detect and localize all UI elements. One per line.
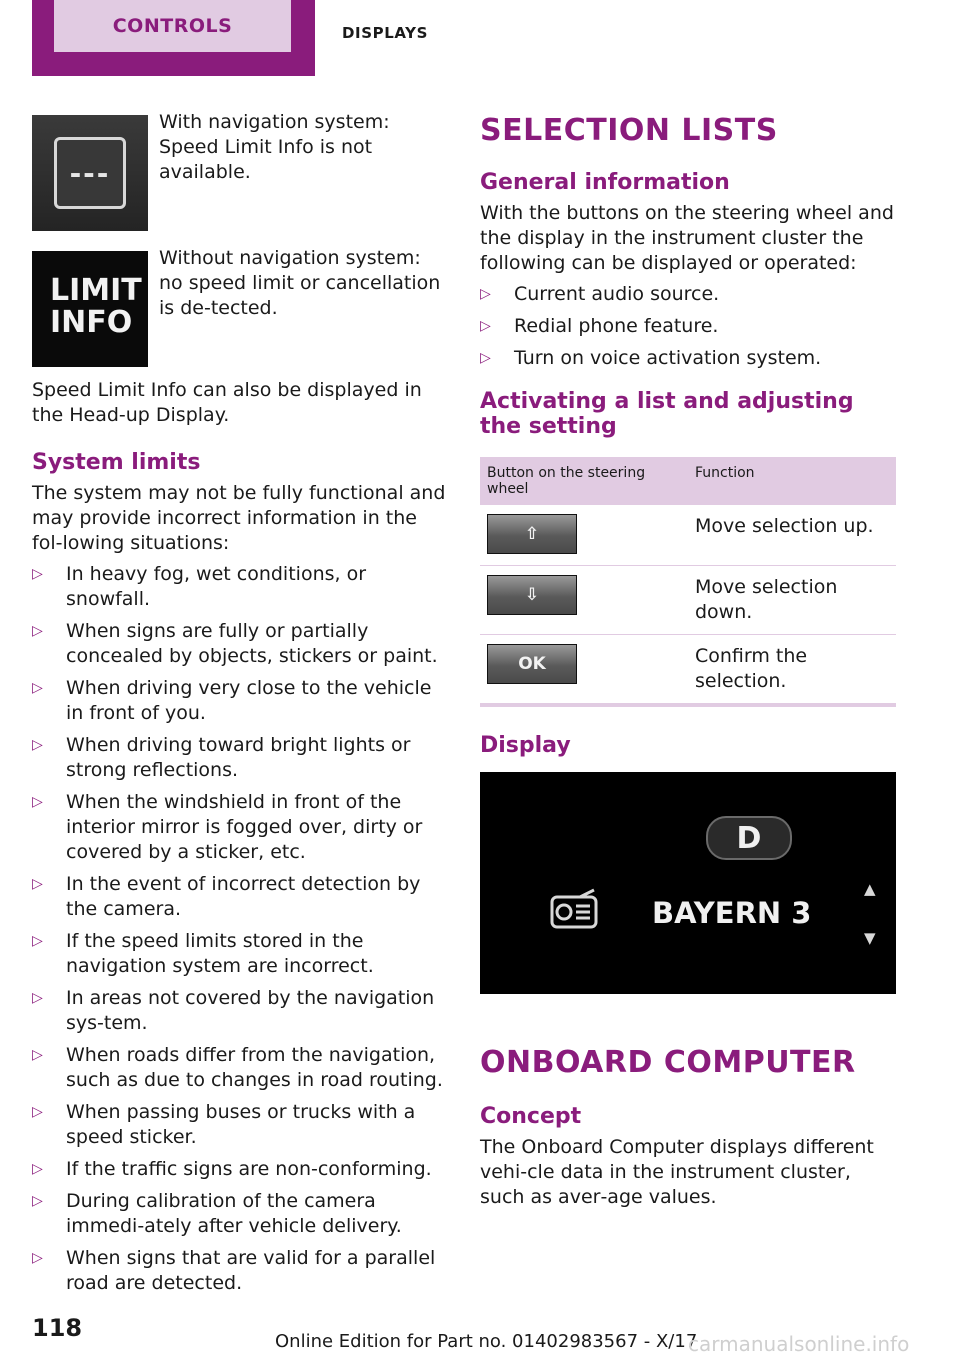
display-heading: Display <box>480 733 571 758</box>
list-item-text: Current audio source. <box>514 283 720 305</box>
tab-controls[interactable] <box>32 0 315 76</box>
list-item <box>480 314 896 339</box>
list-item <box>32 1189 448 1239</box>
limit-info-icon-text <box>50 275 142 339</box>
up-arrow-button[interactable]: ⇧ <box>487 514 577 554</box>
edition-footer: Online Edition for Part no. 01402983567 - X/17 <box>275 1331 698 1352</box>
general-info-list <box>480 282 896 371</box>
bullet-arrow-icon: ▷ <box>32 737 43 753</box>
bullet-arrow-icon: ▷ <box>32 680 43 696</box>
list-item-text: In areas not covered by the navigation sys‐tem. <box>66 987 435 1034</box>
list-item <box>32 676 448 726</box>
list-item-text: When passing buses or trucks with a speed sticker. <box>66 1101 416 1148</box>
list-item-text: When the windshield in front of the interior mirror is fogged over, dirty or covered by a sticker, etc. <box>66 791 423 863</box>
bullet-arrow-icon: ▷ <box>32 1250 43 1266</box>
selection-lists-title: SELECTION LISTS <box>480 113 778 148</box>
limit-info-row <box>32 246 448 378</box>
list-item-text: In the event of incorrect detection by the camera. <box>66 873 421 920</box>
speed-limit-unavailable-icon <box>32 115 148 231</box>
bullet-arrow-icon: ▷ <box>32 794 43 810</box>
dash-symbol: --- <box>54 137 126 209</box>
bullet-arrow-icon: ▷ <box>32 1047 43 1063</box>
list-item <box>32 929 448 979</box>
bullet-arrow-icon: ▷ <box>32 1161 43 1177</box>
info-word: INFO <box>50 305 133 340</box>
activating-heading: Activating a list and adjusting the setting <box>480 389 854 439</box>
general-info-heading: General information <box>480 170 730 195</box>
list-item-text: When signs are fully or partially concealed by objects, stickers or paint. <box>66 620 438 667</box>
button-function-table <box>480 457 896 707</box>
bullet-arrow-icon: ▷ <box>32 566 43 582</box>
ok-button[interactable]: OK <box>487 644 577 684</box>
list-item <box>32 1100 448 1150</box>
bullet-arrow-icon: ▷ <box>32 990 43 1006</box>
system-limits-heading: System limits <box>32 450 201 475</box>
list-item <box>32 790 448 865</box>
list-item-text: If the speed limits stored in the navigation system are incorrect. <box>66 930 374 977</box>
list-item <box>32 1043 448 1093</box>
list-item <box>32 1157 448 1182</box>
no-nav-row <box>32 110 448 246</box>
scroll-down-icon: ▼ <box>864 929 876 947</box>
function-text: Confirm the selection. <box>688 635 896 706</box>
list-item-text: When signs that are valid for a parallel road are detected. <box>66 1247 436 1294</box>
list-item <box>32 733 448 783</box>
list-item-text: When roads differ from the navigation, such as due to changes in road routing. <box>66 1044 443 1091</box>
limit-word: LIMIT <box>50 273 142 308</box>
page-number: 118 <box>32 1314 83 1342</box>
bullet-arrow-icon: ▷ <box>32 623 43 639</box>
bullet-arrow-icon: ▷ <box>480 286 491 302</box>
concept-text: The Onboard Computer displays different vehi‐cle data in the instrument cluster, such as aver‐age values. <box>480 1136 874 1208</box>
col-header-button: Button on the steering wheel <box>480 457 688 505</box>
list-item-text: When driving toward bright lights or strong reflections. <box>66 734 411 781</box>
no-nav-text: With navigation system: Speed Limit Info is not available. <box>159 111 390 183</box>
limit-info-text: Without navigation system: no speed limit or cancellation is de‐tected. <box>159 247 441 319</box>
bullet-arrow-icon: ▷ <box>32 1193 43 1209</box>
list-item-text: During calibration of the camera immedi‐ately after vehicle delivery. <box>66 1190 402 1237</box>
tab-controls-label: CONTROLS <box>54 0 291 52</box>
radio-icon <box>550 888 600 934</box>
list-item-text: When driving very close to the vehicle in front of you. <box>66 677 432 724</box>
list-item-text: Redial phone feature. <box>514 315 719 337</box>
list-item <box>32 872 448 922</box>
list-item <box>32 986 448 1036</box>
bullet-arrow-icon: ▷ <box>480 318 491 334</box>
list-item <box>480 282 896 307</box>
left-column <box>32 110 448 1303</box>
general-info-intro: With the buttons on the steering wheel and the display in the instrument cluster the following can be displayed or operated: <box>480 202 894 274</box>
hud-text: Speed Limit Info can also be displayed in the Head-up Display. <box>32 379 422 426</box>
cluster-display-image <box>480 772 896 994</box>
station-name: BAYERN 3 <box>652 896 812 930</box>
list-item <box>480 346 896 371</box>
concept-heading: Concept <box>480 1104 582 1129</box>
bullet-arrow-icon: ▷ <box>32 1104 43 1120</box>
list-item-text: Turn on voice activation system. <box>514 347 822 369</box>
right-column <box>480 110 896 1210</box>
bullet-arrow-icon: ▷ <box>480 350 491 366</box>
bullet-arrow-icon: ▷ <box>32 933 43 949</box>
table-row <box>480 635 896 706</box>
table-row <box>480 566 896 635</box>
system-limits-intro: The system may not be fully functional and may provide incorrect information in the fol‐lowing situations: <box>32 482 446 554</box>
tab-displays[interactable]: DISPLAYS <box>342 24 429 42</box>
gear-indicator: D <box>706 816 792 860</box>
header-tabs <box>0 0 960 78</box>
bullet-arrow-icon: ▷ <box>32 876 43 892</box>
list-item-text: If the traffic signs are non-conforming. <box>66 1158 432 1180</box>
function-text: Move selection up. <box>688 505 896 566</box>
watermark: carmanualsonline.info <box>688 1332 910 1356</box>
list-item <box>32 1246 448 1296</box>
list-item-text: In heavy fog, wet conditions, or snowfall. <box>66 563 367 610</box>
scroll-up-icon: ▲ <box>864 880 876 898</box>
function-text: Move selection down. <box>688 566 896 635</box>
system-limits-list <box>32 562 448 1296</box>
list-item <box>32 562 448 612</box>
table-row <box>480 505 896 566</box>
list-item <box>32 619 448 669</box>
down-arrow-button[interactable]: ⇩ <box>487 575 577 615</box>
limit-info-icon <box>32 251 148 367</box>
onboard-computer-title: ONBOARD COMPUTER <box>480 1045 856 1080</box>
col-header-function: Function <box>688 457 896 505</box>
